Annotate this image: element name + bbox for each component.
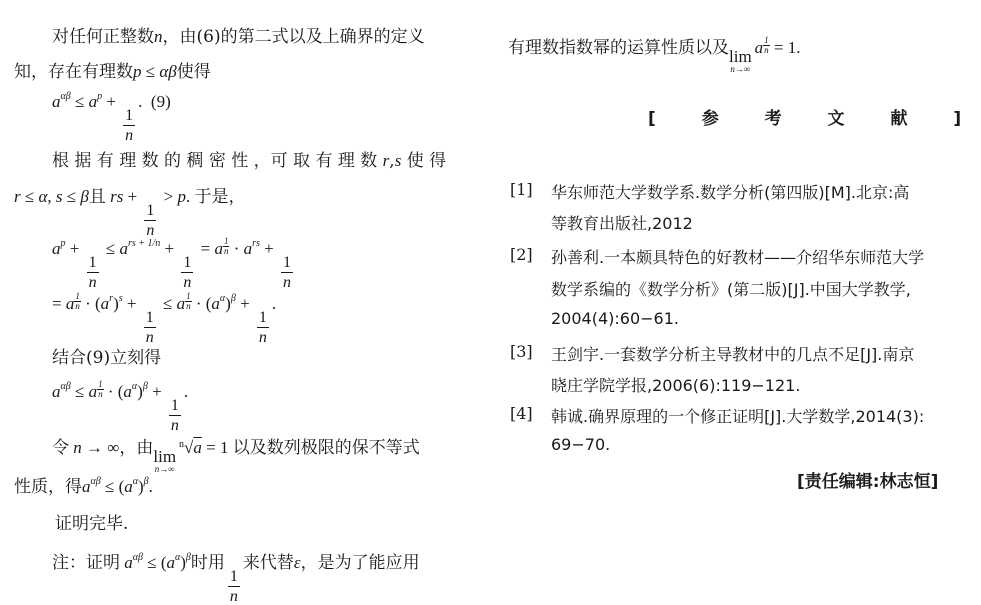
ref-text: 华东师范大学数学系.数学分析(第四版)[M].北京:高 (551, 183, 910, 202)
ref-number: [2] (510, 245, 533, 264)
equation-line: $a^p$ + $\frac{1}{n}$ ≤ $a^{rs + 1/n}$ + $\frac{1}{n}$ = a $\frac{1}{n}$ · $a^{rs}$ + $\frac{1}{n}$ (52, 236, 291, 291)
ref-number: [1] (510, 180, 533, 199)
equation-9: $a^{\alpha\beta} \le a^p$ + $\frac{1}{n}$ . (9) (52, 91, 171, 144)
paragraph-line: 令 n → ∞，由 lim n→∞ $^n$√a = 1 以及数列极限的保不等式 (52, 438, 420, 474)
editor-credit: [责任编辑:林志恒] (797, 472, 939, 492)
paragraph-line: 知，存在有理数p ≤ αβ使得 (14, 62, 211, 82)
paragraph-line: r ≤ α, s ≤ β且 rs + $\frac{1}{n}$ > p. 于是， (14, 187, 246, 239)
ref-number: [3] (510, 342, 533, 361)
paragraph-line: 对任何正整数n，由(6)的第二式以及上确界的定义 (52, 27, 425, 47)
ref-text: 数学系编的《数学分析》(第二版)[J].中国大学教学, (551, 280, 911, 299)
ref-number: [4] (510, 404, 533, 423)
equation-line: $a^{\alpha\beta} \le a$ $\frac{1}{n}$ · $(a^\alpha)^\beta$ + $\frac{1}{n}$ . (52, 379, 189, 434)
ref-text: 孙善利.一本颇具特色的好教材——介绍华东师范大学 (551, 248, 925, 267)
ref-text: 2004(4):60−61. (551, 309, 679, 328)
references-heading: [ 参 考 文 献 ] (648, 109, 981, 129)
ref-text: 王剑宇.一套数学分析主导教材中的几点不足[J].南京 (551, 345, 915, 364)
ref-text: 韩诚.确界原理的一个修正证明[J].大学数学,2014(3): (551, 407, 925, 426)
ref-text: 等教育出版社,2012 (551, 214, 693, 233)
paragraph-line: 注：证明 $a^{\alpha\beta} \le (a^\alpha)^\beta$时用 $\frac{1}{n}$ 来代替ε，是为了能应用 (52, 552, 420, 605)
paragraph-line: 结合(9)立刻得 (52, 348, 162, 368)
paragraph-line: 有理数指数幂的运算性质以及 lim n→∞ a $\frac{1}{n}$ = 1. (508, 35, 801, 74)
ref-text: 69−70. (551, 435, 611, 454)
equation-line: = a $\frac{1}{n}$ · $(a^r)^s$ + $\frac{1}{n}$ ≤ a $\frac{1}{n}$ · $(a^\alpha)^\beta$ + $\frac{1}{n}$ . (52, 291, 277, 346)
paragraph-line: 根 据 有 理 数 的 稠 密 性 ，可 取 有 理 数 r,s 使 得 (52, 151, 447, 171)
paragraph-line: 证明完毕. (55, 514, 129, 534)
paragraph-line: 性质，得$a^{\alpha\beta} \le (a^\alpha)^\beta$. (14, 476, 153, 497)
ref-text: 晓庄学院学报,2006(6):119−121. (551, 376, 801, 395)
